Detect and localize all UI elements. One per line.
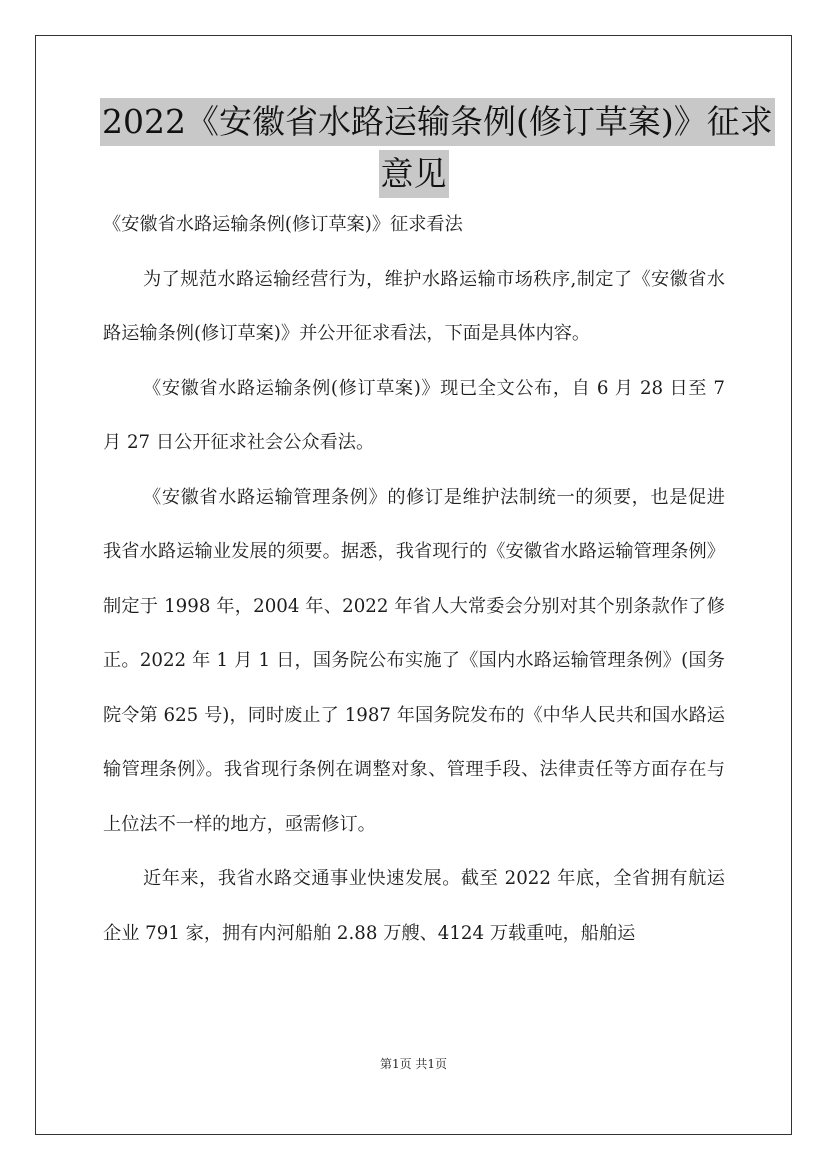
title-line-1: 2022《安徽省水路运输条例(修订草案)》征求 (100, 98, 775, 146)
paragraph-development: 近年来，我省水路交通事业快速发展。截至 2022 年底，全省拥有航运企业 791 家，拥有内河船舶 2.88 万艘、4124 万载重吨，船舶运 (103, 868, 725, 944)
page-footer: 第1页 共1页 (379, 1057, 448, 1071)
document-title (100, 98, 773, 198)
paragraph-intro: 为了规范水路运输经营行为，维护水路运输市场秩序,制定了《安徽省水路运输条例(修订草案)》并公开征求看法，下面是具体内容。 (103, 268, 725, 344)
title-line-2: 意见 (379, 150, 449, 198)
paragraph-revision-reason: 《安徽省水路运输管理条例》的修订是维护法制统一的须要，也是促进我省水路运输业发展的须要。据悉，我省现行的《安徽省水路运输管理条例》制定于 1998 年，2004 年、2022 年省人大常委会分别对其个别条款作了修正。2022 年 1 月 1 日，国务院公布实施了《国内水路运输管理条例》(国务院令第 625 号)，同时废止了 1987 年国务院发布的《中华人民共和国水路运输管理条例》。我省现行条例在调整对象、管理手段、法律责任等方面存在与上位法不一样的地方，亟需修订。 (103, 486, 725, 835)
paragraph-announcement: 《安徽省水路运输条例(修订草案)》现已全文公布，自 6 月 28 日至 7 月 27 日公开征求社会公众看法。 (103, 377, 725, 453)
document-body (103, 214, 725, 961)
subtitle-paragraph: 《安徽省水路运输条例(修订草案)》征求看法 (103, 214, 463, 235)
